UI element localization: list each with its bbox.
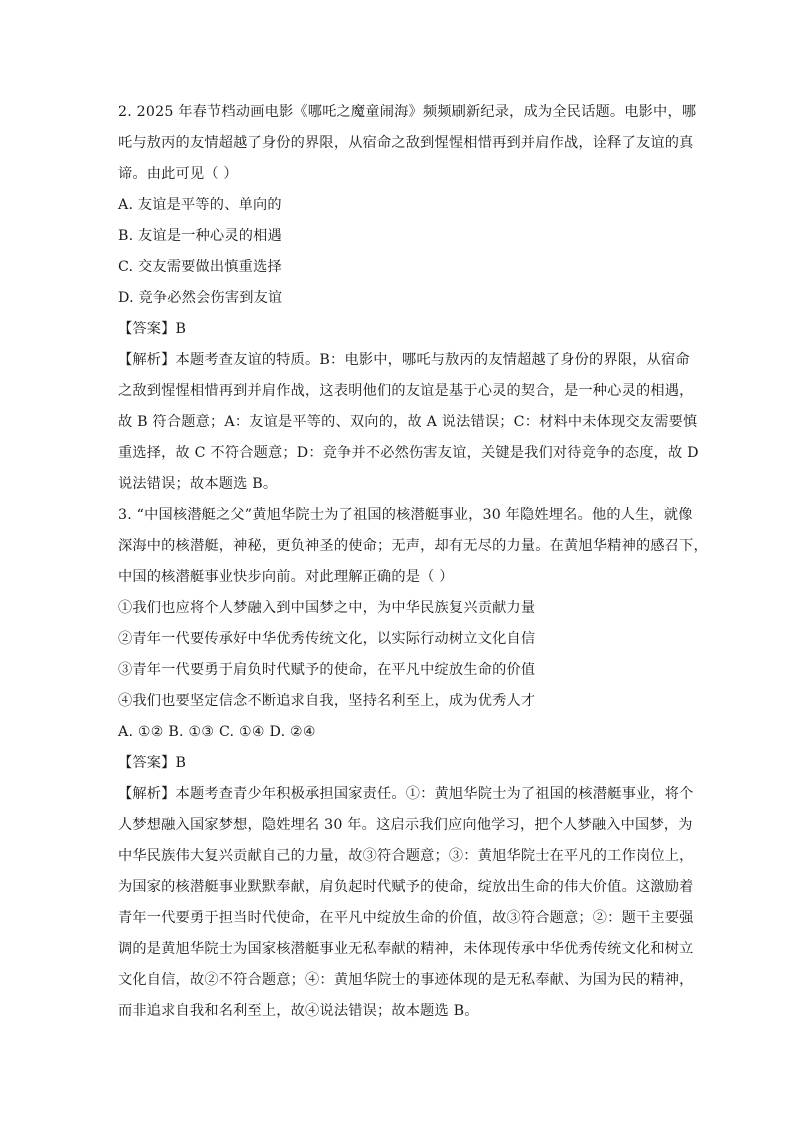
q3-stem-line-2: 深海中的核潜艇，神秘，更负神圣的使命；无声，却有无尽的力量。在黄旭华精神的感召下， <box>118 538 708 554</box>
q2-option-c: C. 交友需要做出慎重选择 <box>118 259 282 275</box>
q3-statement-2: ②青年一代要传承好中华优秀传统文化，以实际行动树立文化自信 <box>118 631 536 647</box>
q2-stem-line-1: 2. 2025 年春节档动画电影《哪吒之魔童闹海》频频刷新纪录，成为全民话题。电影中，哪 <box>118 104 697 120</box>
q2-analysis-line-3: 故 B 符合题意；A：友谊是平等的、双向的，故 A 说法错误；C：材料中未体现交友需要慎 <box>118 414 698 430</box>
q2-stem-line-3: 谛。由此可见（ ） <box>118 166 238 182</box>
q2-option-a: A. 友谊是平等的、单向的 <box>118 197 282 213</box>
q3-analysis-line-8: 而非追求自我和名利至上，故④说法错误；故本题选 B。 <box>118 1003 479 1019</box>
q3-stem-line-1: 3. “中国核潜艇之父”黄旭华院士为了祖国的核潜艇事业，30 年隐姓埋名。他的人生，就像 <box>118 507 693 523</box>
q2-option-d: D. 竞争必然会伤害到友谊 <box>118 290 283 306</box>
q2-option-b: B. 友谊是一种心灵的相遇 <box>118 228 282 244</box>
q2-stem-line-2: 吒与敖丙的友情超越了身份的界限，从宿命之敌到惺惺相惜再到并肩作战，诠释了友谊的真 <box>118 135 694 151</box>
q3-analysis-line-6: 调的是黄旭华院士为国家核潜艇事业无私奉献的精神，未体现传承中华优秀传统文化和树立 <box>118 941 694 957</box>
q2-analysis-line-4: 重选择，故 C 不符合题意；D：竞争并不必然伤害友谊，关键是我们对待竞争的态度，故 D <box>118 445 699 461</box>
q3-analysis-line-7: 文化自信，故②不符合题意；④：黄旭华院士的事迹体现的是无私奉献、为国为民的精神， <box>118 972 694 988</box>
q3-answer: 【答案】B <box>118 755 187 771</box>
q2-analysis-line-1: 【解析】本题考查友谊的特质。B：电影中，哪吒与敖丙的友情超越了身份的界限，从宿命 <box>118 352 690 368</box>
q2-answer: 【答案】B <box>118 321 187 337</box>
q3-analysis-line-2: 人梦想融入国家梦想，隐姓埋名 30 年。这启示我们应向他学习，把个人梦融入中国梦，为 <box>118 817 693 833</box>
q3-analysis-line-5: 青年一代要勇于担当时代使命，在平凡中绽放生命的价值，故③符合题意；②：题干主要强 <box>118 910 694 926</box>
q3-statement-4: ④我们也要坚定信念不断追求自我，坚持名利至上，成为优秀人才 <box>118 693 536 709</box>
q3-options: A. ①② B. ①③ C. ①④ D. ②④ <box>118 724 316 740</box>
q3-statement-1: ①我们也应将个人梦融入到中国梦之中，为中华民族复兴贡献力量 <box>118 600 536 616</box>
q2-analysis-line-5: 说法错误；故本题选 B。 <box>118 476 278 492</box>
q3-analysis-line-3: 中华民族伟大复兴贡献自己的力量，故③符合题意；③：黄旭华院士在平凡的工作岗位上， <box>118 848 694 864</box>
q3-analysis-line-1: 【解析】本题考查青少年积极承担国家责任。①：黄旭华院士为了祖国的核潜艇事业，将个 <box>118 786 694 802</box>
q3-statement-3: ③青年一代要勇于肩负时代赋予的使命，在平凡中绽放生命的价值 <box>118 662 536 678</box>
q2-analysis-line-2: 之敌到惺惺相惜再到并肩作战，这表明他们的友谊是基于心灵的契合，是一种心灵的相遇， <box>118 383 694 399</box>
q3-analysis-line-4: 为国家的核潜艇事业默默奉献，肩负起时代赋予的使命，绽放出生命的伟大价值。这激励着 <box>118 879 694 895</box>
q3-stem-line-3: 中国的核潜艇事业快步向前。对此理解正确的是（ ） <box>118 569 454 585</box>
